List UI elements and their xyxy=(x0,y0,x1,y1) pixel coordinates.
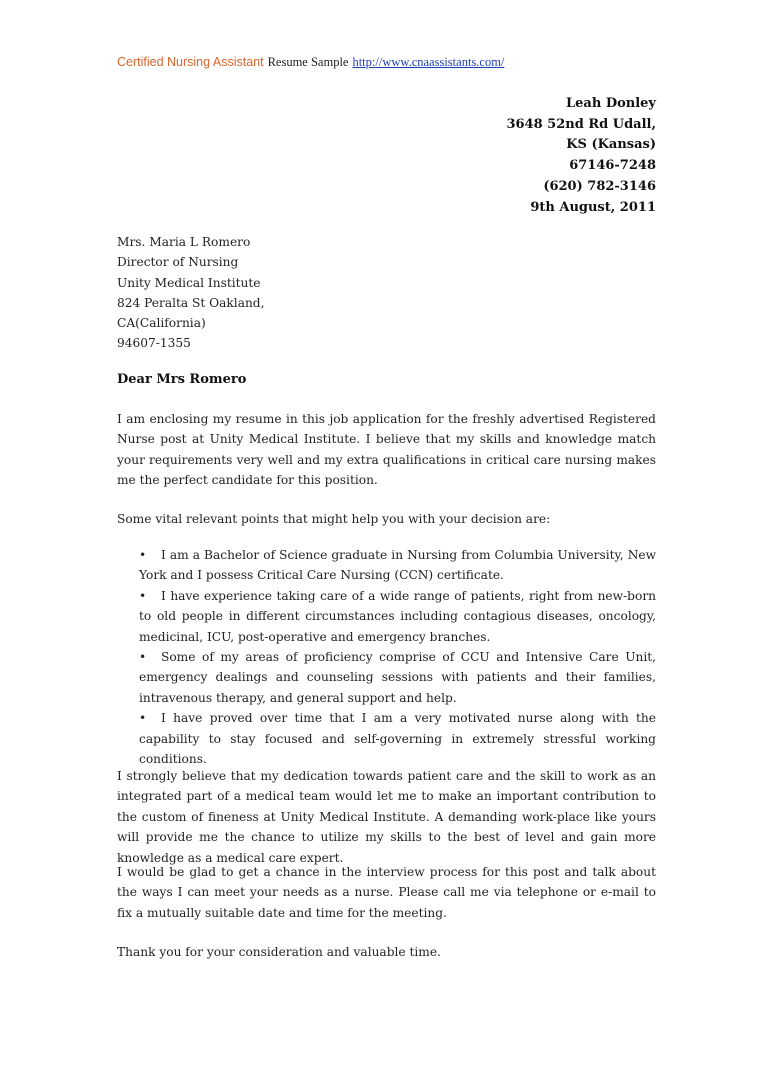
header-url-link[interactable]: http://www.cnaassistants.com/ xyxy=(352,55,505,69)
recipient-state: CA(California) xyxy=(117,316,206,331)
sender-address-line1: 3648 52nd Rd Udall, xyxy=(506,116,656,132)
recipient-zip: 94607-1355 xyxy=(117,336,191,351)
list-item-text: I have experience taking care of a wide range of patients, right from new-born to old people in different circumstances including contagious diseases, oncology, medicinal, ICU, post-operative and emergency branches. xyxy=(139,588,656,644)
list-item xyxy=(117,708,656,769)
sender-address-block xyxy=(506,94,656,218)
sender-address-line2: KS (Kansas) xyxy=(566,137,656,153)
list-item xyxy=(117,545,656,586)
list-item-text: I am a Bachelor of Science graduate in Nursing from Columbia University, New York and I possess Critical Care Nursing (CCN) certificate. xyxy=(139,548,656,583)
list-item xyxy=(117,586,656,647)
recipient-street: 824 Peralta St Oakland, xyxy=(117,295,265,310)
list-item xyxy=(117,647,656,708)
bullet-icon: • xyxy=(139,588,147,603)
list-item-text: I have proved over time that I am a very motivated nurse along with the capability to stay focused and self-governing in extremely stressful working conditions. xyxy=(139,711,656,767)
closing-paragraph: Thank you for your consideration and valuable time. xyxy=(117,945,441,959)
header-title: Resume Sample xyxy=(267,55,349,69)
sender-phone: (620) 782-3146 xyxy=(543,178,656,194)
recipient-name: Mrs. Maria L Romero xyxy=(117,235,251,249)
document-header xyxy=(117,54,504,70)
list-item-text: Some of my areas of proficiency comprise of CCU and Intensive Care Unit, emergency dealings and counseling sessions with patients and their families, intravenous therapy, and general support and help. xyxy=(139,650,656,705)
points-intro-paragraph: Some vital relevant points that might help you with your decision are: xyxy=(117,512,551,526)
qualification-list xyxy=(117,545,656,769)
sender-zip: 67146-7248 xyxy=(569,158,656,174)
salutation: Dear Mrs Romero xyxy=(117,372,247,387)
recipient-address-block xyxy=(117,232,264,354)
recipient-title: Director of Nursing xyxy=(117,255,239,270)
letter-date: 9th August, 2011 xyxy=(530,199,656,215)
bullet-icon: • xyxy=(139,548,147,562)
recipient-organization: Unity Medical Institute xyxy=(117,275,261,290)
intro-paragraph: I am enclosing my resume in this job application for the freshly advertised Registered Nurse post at Unity Medical Institute. I believe that my skills and knowledge match your requirements very well and my extra qualifications in critical care nursing makes me the perfect candidate for this position. xyxy=(117,412,656,488)
sender-name: Leah Donley xyxy=(566,96,656,111)
dedication-paragraph: I strongly believe that my dedication towards patient care and the skill to work as an integrated part of a medical team would let me to make an important contribution to the custom of fineness at Unity Medical Institute. A demanding work-place like yours will provide me the chance to utilize my skills to the best of level and gain more knowledge as a medical care expert. xyxy=(117,769,656,865)
header-brand: Certified Nursing Assistant xyxy=(117,55,264,69)
bullet-icon: • xyxy=(139,711,147,726)
bullet-icon: • xyxy=(139,650,147,665)
interview-paragraph: I would be glad to get a chance in the interview process for this post and talk about the ways I can meet your needs as a nurse. Please call me via telephone or e-mail to fix a mutually suitable date and time for the meeting. xyxy=(117,865,656,920)
